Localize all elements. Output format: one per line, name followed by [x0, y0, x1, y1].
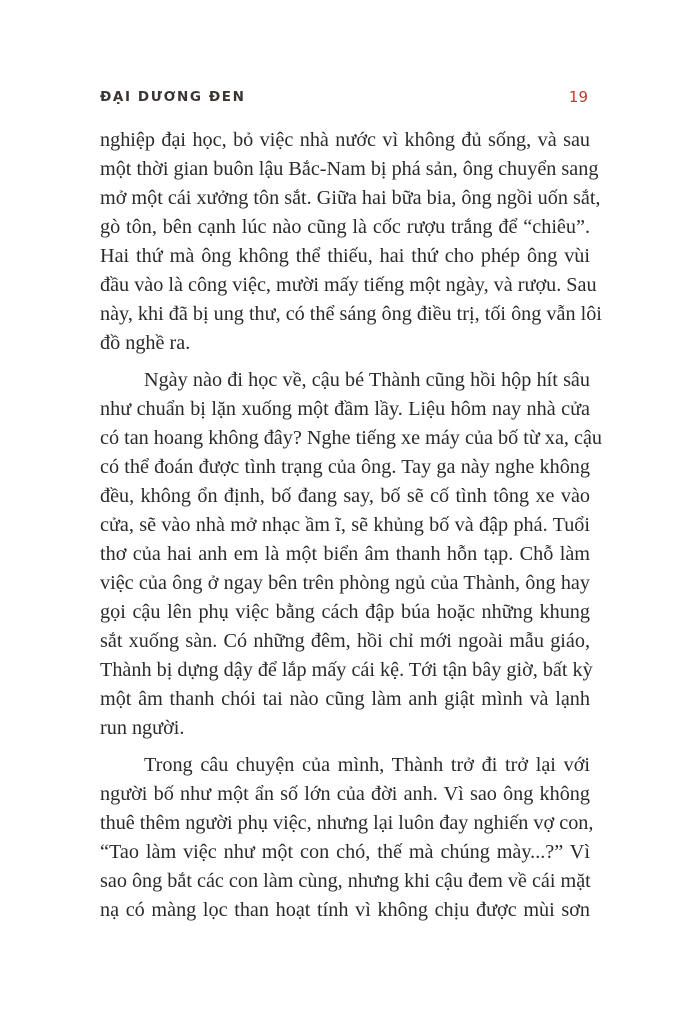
- paragraph-2: [100, 366, 603, 743]
- text-line: thơ của hai anh em là một biển âm thanh hỗn tạp. Chỗ làm: [100, 543, 590, 565]
- body-text: [100, 126, 603, 933]
- running-header: [100, 88, 590, 110]
- text-line: sao ông bắt các con làm cùng, nhưng khi cậu đem về cái mặt: [100, 870, 591, 892]
- text-line: như chuẩn bị lặn xuống một đầm lầy. Liệu hôm nay nhà cửa: [100, 398, 590, 420]
- text-line: Trong câu chuyện của mình, Thành trở đi trở lại với: [144, 754, 590, 776]
- paragraph-3: [100, 751, 594, 925]
- text-line: người bố như một ẩn số lớn của đời anh. Vì sao ông không: [100, 783, 590, 805]
- text-line: Thành bị dựng dậy để lắp mấy cái kệ. Tới tận bây giờ, bất kỳ: [100, 659, 593, 681]
- text-line: việc của ông ở ngay bên trên phòng ngủ của Thành, ông hay: [100, 572, 590, 594]
- text-line: đều, không ổn định, bố đang say, bố sẽ cố tình tông xe vào: [100, 485, 590, 507]
- text-line: “Tao làm việc như một con chó, thế mà chúng mày...?” Vì: [100, 841, 590, 863]
- text-line: một âm thanh chói tai nào cũng làm anh giật mình và lạnh: [100, 688, 590, 710]
- text-line: đồ nghề ra.: [100, 332, 191, 354]
- text-line: đầu vào là công việc, mười mấy tiếng một ngày, và rượu. Sau: [100, 274, 597, 296]
- text-line: Ngày nào đi học về, cậu bé Thành cũng hồi hộp hít sâu: [144, 369, 590, 391]
- text-line: có tan hoang không đây? Nghe tiếng xe máy của bố từ xa, cậu: [100, 427, 603, 449]
- text-line: cửa, sẽ vào nhà mở nhạc ầm ĩ, sẽ khủng bố và đập phá. Tuổi: [100, 514, 590, 536]
- text-line: gọi cậu lên phụ việc bằng cách đập búa hoặc những khung: [100, 601, 590, 623]
- text-line: run người.: [100, 717, 185, 739]
- text-line: này, khi đã bị ung thư, có thể sáng ông điều trị, tối ông vẫn lôi: [100, 303, 602, 325]
- text-line: sắt xuống sàn. Có những đêm, hồi chỉ mới ngoài mẫu giáo,: [100, 630, 590, 652]
- page-number: 19: [568, 88, 588, 106]
- text-line: nạ có màng lọc than hoạt tính vì không chịu được mùi sơn: [100, 899, 590, 921]
- text-line: mở một cái xưởng tôn sắt. Giữa hai bữa bia, ông ngồi uốn sắt,: [100, 187, 601, 209]
- paragraph-1: [100, 126, 602, 358]
- text-line: có thể đoán được tình trạng của ông. Tay ga này nghe không: [100, 456, 590, 478]
- text-line: một thời gian buôn lậu Bắc-Nam bị phá sản, ông chuyển sang: [100, 158, 599, 180]
- text-line: Hai thứ mà ông không thể thiếu, hai thứ cho phép ông vùi: [100, 245, 590, 267]
- text-line: thuê thêm người phụ việc, nhưng lại luôn đay nghiến vợ con,: [100, 812, 594, 834]
- running-title: ĐẠI DƯƠNG ĐEN: [100, 89, 246, 105]
- text-line: gò tôn, bên cạnh lúc nào cũng là cốc rượu trắng để “chiêu”.: [100, 216, 590, 238]
- text-line: nghiệp đại học, bỏ việc nhà nước vì không đủ sống, và sau: [100, 129, 590, 151]
